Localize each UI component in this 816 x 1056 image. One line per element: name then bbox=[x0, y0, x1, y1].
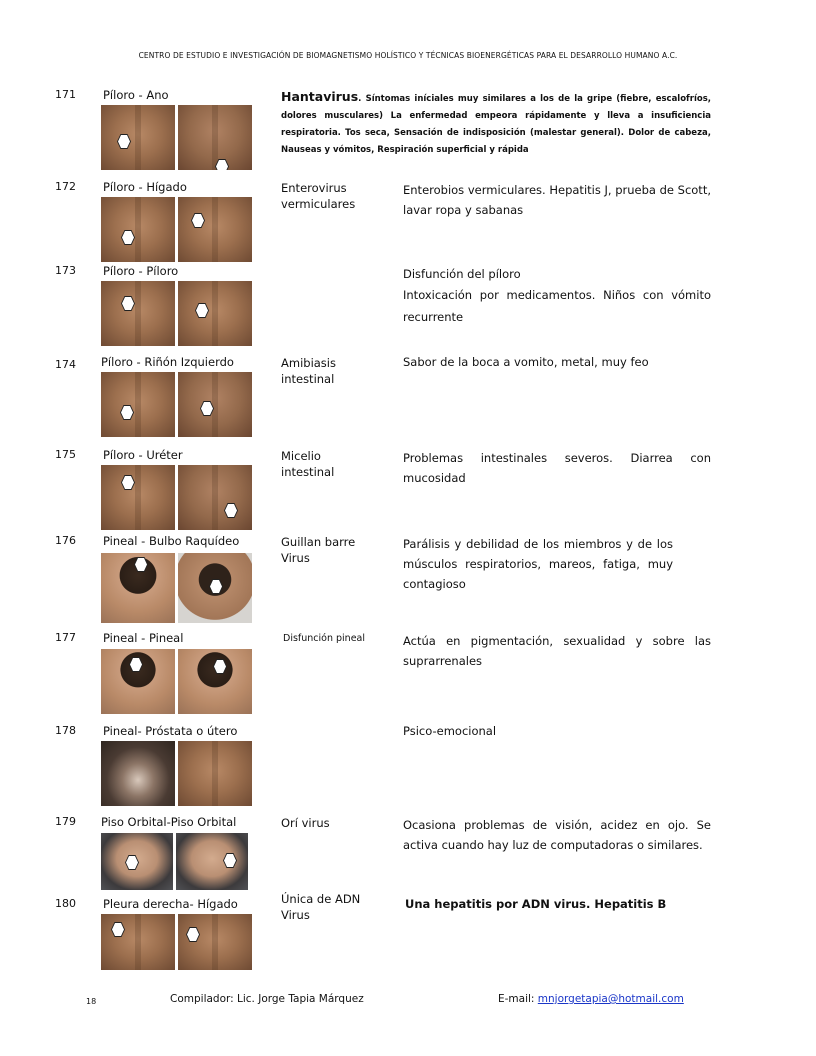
description: Disfunción del píloro Intoxicación por medicamentos. Niños con vómito recurrente bbox=[403, 267, 711, 324]
point-images bbox=[101, 833, 248, 890]
point-images bbox=[101, 649, 252, 714]
point-pair: Piso Orbital-Piso Orbital bbox=[101, 815, 237, 829]
hair-image bbox=[101, 741, 175, 806]
pathogen: Disfunción pineal bbox=[283, 633, 366, 644]
torso-image bbox=[101, 372, 175, 437]
face-image-2 bbox=[176, 833, 248, 890]
pathogen: Guillan barre Virus bbox=[281, 535, 356, 565]
hantavirus-description: Hantavirus. Síntomas iníciales muy similares a los de la gripe (fiebre, escalofríos, dolores musculares) La enfermedad empeora rápidamente y lleva a insuficiencia respiratoria. Tos seca, Sensación de indisposición (malestar general). Dolor de cabeza, Nauseas y vómitos, Respiración superficial y rápida bbox=[281, 89, 711, 155]
back-image bbox=[178, 465, 252, 530]
point-images bbox=[101, 465, 252, 530]
point-pair: Píloro - Riñón Izquierdo bbox=[101, 355, 234, 369]
entry-174 bbox=[0, 355, 816, 447]
footer-email: E-mail: mnjorgetapia@hotmail.com bbox=[498, 993, 684, 1005]
point-pair: Pineal - Pineal bbox=[103, 631, 184, 645]
entry-number: 177 bbox=[55, 631, 76, 644]
head-top-image-2 bbox=[178, 649, 252, 714]
description: Sabor de la boca a vomito, metal, muy feo bbox=[403, 355, 649, 369]
point-images bbox=[101, 372, 252, 437]
description: Una hepatitis por ADN virus. Hepatitis B bbox=[405, 897, 667, 911]
torso-image-1 bbox=[101, 281, 175, 346]
description: Problemas intestinales severos. Diarrea con mucosidad bbox=[403, 451, 711, 485]
entry-171 bbox=[0, 88, 816, 180]
point-pair: Píloro - Uréter bbox=[103, 448, 183, 462]
point-pair: Pineal- Próstata o útero bbox=[103, 724, 238, 738]
entry-177 bbox=[0, 631, 816, 723]
point-pair: Píloro - Píloro bbox=[103, 264, 179, 278]
torso-image-2 bbox=[178, 197, 252, 262]
entry-number: 171 bbox=[55, 88, 76, 101]
entry-173 bbox=[0, 264, 816, 356]
point-pair: Píloro - Hígado bbox=[103, 180, 187, 194]
point-images bbox=[101, 741, 252, 806]
torso-image-1 bbox=[101, 197, 175, 262]
compiler-credit: Compilador: Lic. Jorge Tapia Márquez bbox=[170, 993, 364, 1005]
hantavirus-title: Hantavirus bbox=[281, 89, 359, 104]
head-top-image bbox=[101, 553, 175, 623]
face-image-1 bbox=[101, 833, 173, 890]
point-images bbox=[101, 281, 252, 346]
point-pair: Píloro - Ano bbox=[103, 88, 169, 102]
description: Enterobios vermiculares. Hepatitis J, prueba de Scott, lavar ropa y sabanas bbox=[403, 183, 711, 217]
email-link[interactable]: mnjorgetapia@hotmail.com bbox=[537, 993, 684, 1005]
point-images bbox=[101, 197, 252, 262]
entry-number: 172 bbox=[55, 180, 76, 193]
point-images bbox=[101, 105, 252, 170]
point-images bbox=[101, 553, 252, 623]
description: Actúa en pigmentación, sexualidad y sobre las suprarrenales bbox=[403, 634, 711, 668]
description: Parálisis y debilidad de los miembros y de los músculos respiratorios, mareos, fatiga, muy contagioso bbox=[403, 537, 673, 591]
page-number: 18 bbox=[86, 997, 97, 1006]
pathogen: Amibiasis intestinal bbox=[281, 356, 336, 386]
back-torso-image bbox=[178, 105, 252, 170]
point-images bbox=[101, 914, 252, 970]
point-pair: Pineal - Bulbo Raquídeo bbox=[103, 534, 240, 548]
entry-176 bbox=[0, 534, 816, 626]
entry-number: 176 bbox=[55, 534, 76, 547]
torso-image-2 bbox=[178, 914, 252, 970]
torso-image bbox=[101, 465, 175, 530]
point-pair: Pleura derecha- Hígado bbox=[103, 897, 238, 911]
front-torso-image bbox=[101, 105, 175, 170]
pathogen: Enterovirus vermiculares bbox=[281, 181, 356, 211]
entry-180 bbox=[0, 892, 816, 989]
back-image bbox=[178, 372, 252, 437]
torso-image-2 bbox=[178, 281, 252, 346]
pathogen: Única de ADN Virus bbox=[281, 892, 361, 922]
description: Ocasiona problemas de visión, acidez en ojo. Se activa cuando hay luz de computadoras o similares. bbox=[403, 818, 711, 852]
entry-number: 179 bbox=[55, 815, 76, 828]
entry-number: 175 bbox=[55, 448, 76, 461]
entry-175 bbox=[0, 448, 816, 540]
entry-number: 178 bbox=[55, 724, 76, 737]
pathogen: Micelio intestinal bbox=[281, 449, 335, 479]
description: Psico-emocional bbox=[403, 724, 497, 738]
entry-number: 174 bbox=[55, 358, 76, 371]
pathogen: Orí virus bbox=[281, 816, 330, 830]
entry-172 bbox=[0, 180, 816, 272]
entry-number: 173 bbox=[55, 264, 76, 277]
entry-number: 180 bbox=[55, 897, 76, 910]
head-top-image-1 bbox=[101, 649, 175, 714]
torso-image bbox=[178, 741, 252, 806]
entry-178 bbox=[0, 724, 816, 816]
page-header: CENTRO DE ESTUDIO E INVESTIGACIÓN DE BIOMAGNETISMO HOLÍSTICO Y TÉCNICAS BIOENERGÉTICAS PARA EL DESARROLLO HUMANO A.C. bbox=[138, 51, 678, 60]
head-back-image bbox=[178, 553, 252, 623]
torso-image-1 bbox=[101, 914, 175, 970]
